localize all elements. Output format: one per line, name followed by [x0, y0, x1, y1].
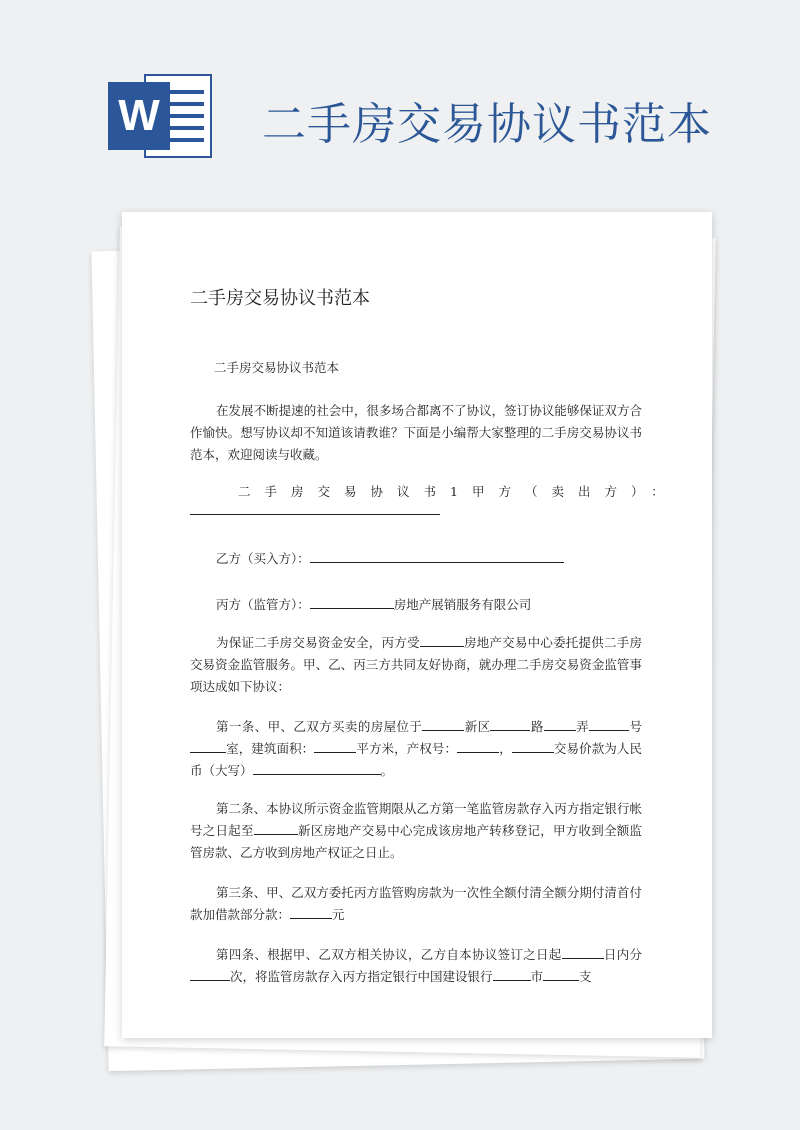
para1-blank	[420, 632, 464, 647]
art1-text-j: 。	[380, 763, 394, 778]
party-b-blank	[310, 548, 564, 563]
word-letter-icon: W	[108, 82, 170, 150]
art2-blank	[254, 820, 298, 835]
art1-blank	[457, 738, 499, 753]
page-title: 二手房交易协议书范本	[262, 99, 712, 150]
art4-blank	[543, 966, 579, 981]
banner-header	[0, 0, 800, 200]
art1-blank	[589, 716, 629, 731]
art1-blank	[253, 760, 381, 775]
art1-text-f: 室，建筑面积：	[226, 741, 315, 756]
art4-text-c: 次，将监管房款存入丙方指定银行中国建设银行	[230, 969, 493, 984]
art1-text-g: 平方米，产权号：	[356, 741, 458, 756]
art4-text-a: 第四条、根据甲、乙双方相关协议，乙方自本协议签订之日起	[216, 947, 562, 962]
word-document-icon	[108, 74, 212, 158]
art4-text-e: 支	[579, 969, 592, 984]
document-subtitle: 二手房交易协议书范本	[214, 360, 340, 375]
art4-blank	[190, 966, 230, 981]
party-c-label: 丙方（监管方）：	[216, 597, 310, 612]
art3-text-a: 第三条、甲、乙双方委托丙方监管购房款为一次性全额付清全额分期付清首付款加借款部分款：	[190, 885, 642, 922]
art1-text-c: 路	[530, 719, 544, 734]
party-a-line: 二手房交易协议书1甲方（卖出方）：	[238, 484, 678, 499]
art1-text-a: 第一条、甲、乙双方买卖的房屋位于	[216, 719, 423, 734]
art1-text-h: ，	[499, 741, 512, 756]
article-3	[190, 882, 642, 926]
para1-text-b: 房地产交易中心委托提供二手房交易资金监管服务。甲、乙、丙三方共同友好协商，就办理二手房交易资金监管事项达成如下协议：	[190, 635, 642, 694]
art1-text-e: 号	[629, 719, 642, 734]
article-4	[190, 944, 642, 988]
intro-paragraph: 在发展不断提速的社会中，很多场合都离不了协议，签订协议能够保证双方合作愉快。想写协议却不知道该请教谁？下面是小编帮大家整理的二手房交易协议书范本，欢迎阅读与收藏。	[190, 403, 642, 462]
article-2	[190, 798, 642, 864]
document-title: 二手房交易协议书范本	[190, 288, 370, 309]
art1-blank	[490, 716, 530, 731]
paragraph-supervision	[190, 632, 642, 698]
article-1	[190, 716, 642, 782]
art1-blank	[544, 716, 576, 731]
art1-text-d: 弄	[575, 719, 590, 734]
document-page	[122, 212, 712, 1038]
art1-blank	[190, 738, 226, 753]
art4-text-d: 市	[530, 969, 544, 984]
art4-text-b: 日内分	[603, 947, 642, 962]
art4-blank	[493, 966, 531, 981]
art2-text-b: 新区房地产交易中心完成该房地产转移登记，甲方收到全额监管房款、乙方收到房地产权证之日止。	[190, 823, 642, 860]
para1-text-a: 为保证二手房交易资金安全，丙方受	[216, 635, 420, 650]
party-a-blank	[190, 514, 440, 515]
art3-blank	[290, 904, 332, 919]
party-c-line	[216, 594, 531, 613]
party-c-suffix: 房地产展销服务有限公司	[393, 597, 532, 612]
art1-text-b: 新区	[464, 719, 491, 734]
art1-text-i: 交易价款为人民币（大写）	[190, 741, 642, 778]
art1-blank	[314, 738, 356, 753]
art2-text-a: 第二条、本协议所示资金监管期限从乙方第一笔监管房款存入丙方指定银行帐号之日起至	[190, 801, 642, 838]
art1-blank	[512, 738, 554, 753]
party-b-line	[216, 548, 564, 567]
party-c-blank	[310, 594, 394, 609]
party-b-label: 乙方（买入方）：	[216, 551, 310, 566]
art4-blank	[562, 944, 604, 959]
art1-blank	[422, 716, 464, 731]
art3-text-b: 元	[332, 907, 345, 922]
